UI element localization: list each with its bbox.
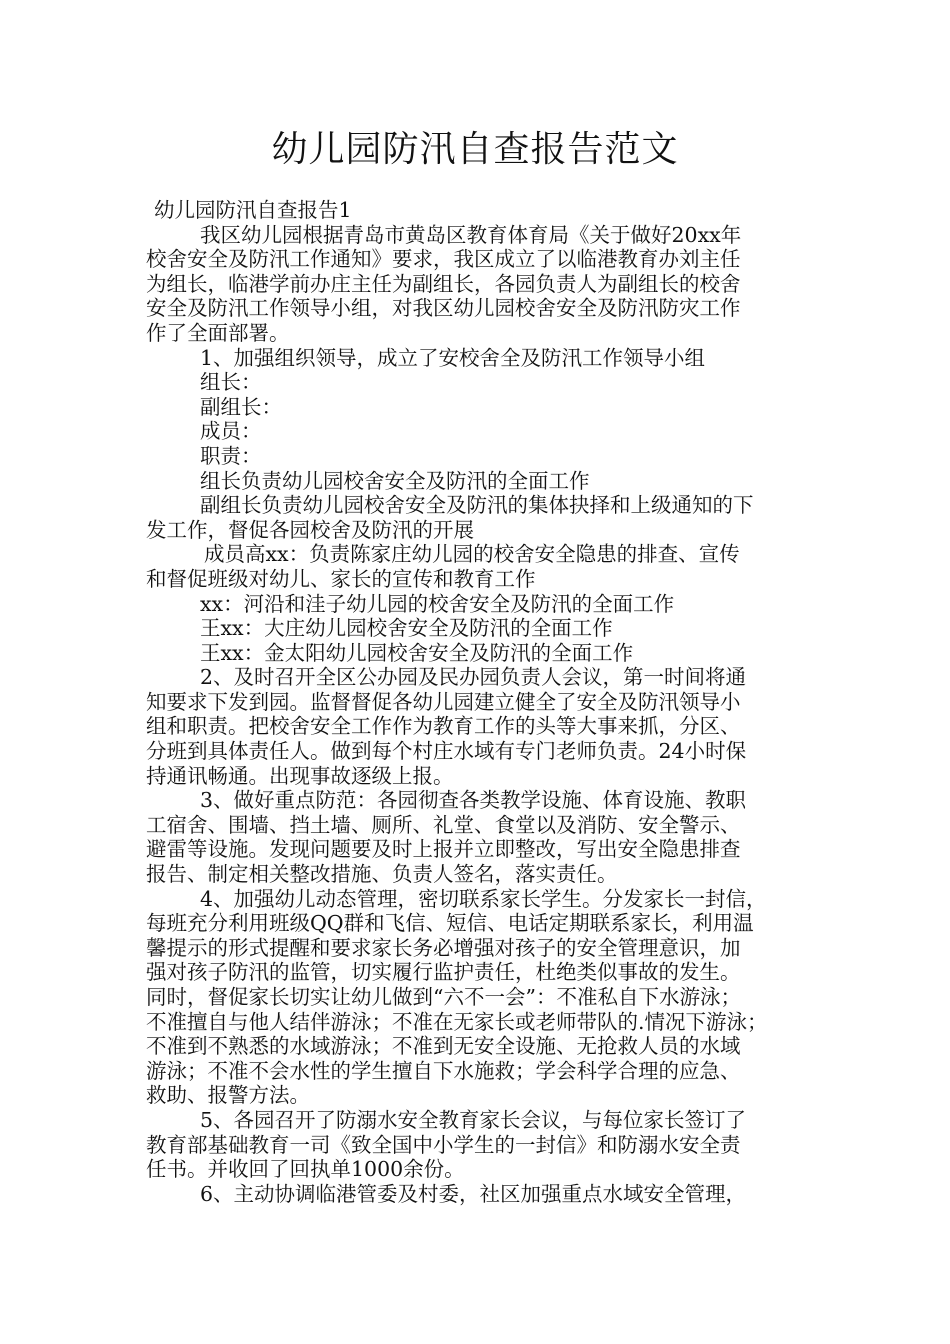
paragraph-line: 3、做好重点防范：各园彻查各类教学设施、体育设施、教职 bbox=[200, 788, 747, 813]
paragraph-line: 教育部基础教育一司《致全国中小学生的一封信》和防溺水安全责 bbox=[146, 1132, 741, 1157]
paragraph-line: 同时，督促家长切实让幼儿做到“六不一会”：不准私自下水游泳； bbox=[146, 985, 741, 1009]
paragraph-line: 校舍安全及防汛工作通知》要求，我区成立了以临港教育办刘主任 bbox=[146, 247, 741, 272]
paragraph-line: 工宿舍、围墙、挡土墙、厕所、礼堂、食堂以及消防、安全警示、 bbox=[146, 812, 741, 837]
paragraph-line: 持通讯畅通。出现事故逐级上报。 bbox=[146, 763, 454, 788]
paragraph-line: 避雷等设施。发现问题要及时上报并立即整改，写出安全隐患排查 bbox=[146, 837, 741, 862]
paragraph-line: 4、加强幼儿动态管理，密切联系家长学生。分发家长一封信， bbox=[200, 886, 767, 911]
list-item: 职责： bbox=[200, 443, 262, 468]
list-item: 组长负责幼儿园校舍安全及防汛的全面工作 bbox=[200, 468, 590, 493]
paragraph-line: 为组长，临港学前办庄主任为副组长，各园负责人为副组长的校舍 bbox=[146, 271, 741, 296]
list-item: 成员： bbox=[200, 419, 262, 444]
paragraph-line: 我区幼儿园根据青岛市黄岛区教育体育局《关于做好20xx年 bbox=[200, 222, 742, 247]
document-title: 幼儿园防汛自查报告范文 bbox=[271, 129, 679, 170]
paragraph-line: 不准擅自与他人结伴游泳；不准在无家长或老师带队的.情况下游泳； bbox=[146, 1009, 768, 1034]
paragraph-line: 5、各园召开了防溺水安全教育家长会议，与每位家长签订了 bbox=[200, 1107, 747, 1132]
paragraph-line: 馨提示的形式提醒和要求家长务必增强对孩子的安全管理意识，加 bbox=[146, 935, 741, 960]
paragraph-line: 不准到不熟悉的水域游泳；不准到无安全设施、无抢救人员的水域 bbox=[146, 1034, 741, 1059]
paragraph-line: 组和职责。把校舍安全工作作为教育工作的头等大事来抓，分区、 bbox=[146, 714, 741, 739]
paragraph-line: 分班到具体责任人。做到每个村庄水域有专门老师负责。24小时保 bbox=[146, 739, 747, 764]
paragraph-line: 副组长负责幼儿园校舍安全及防汛的集体抉择和上级通知的下 bbox=[200, 493, 754, 518]
list-item: 1、加强组织领导，成立了安校舍全及防汛工作领导小组 bbox=[200, 345, 706, 370]
paragraph-line: 6、主动协调临港管委及村委，社区加强重点水域安全管理， bbox=[200, 1181, 747, 1206]
paragraph-line: 成员高xx：负责陈家庄幼儿园的校舍安全隐患的排查、宣传 bbox=[204, 542, 740, 567]
paragraph-line: 2、及时召开全区公办园及民办园负责人会议，第一时间将通 bbox=[200, 665, 747, 690]
list-item: 王xx：金太阳幼儿园校舍安全及防汛的全面工作 bbox=[200, 640, 634, 665]
paragraph-line: 作了全面部署。 bbox=[146, 320, 290, 345]
section-heading: 幼儿园防汛自查报告1 bbox=[154, 198, 352, 222]
paragraph-line: 任书。并收回了回执单1000余份。 bbox=[146, 1157, 465, 1182]
paragraph-line: 救助、报警方法。 bbox=[146, 1083, 310, 1108]
list-item: 王xx：大庄幼儿园校舍安全及防汛的全面工作 bbox=[200, 616, 613, 641]
document-body bbox=[146, 198, 806, 1206]
list-item: 副组长： bbox=[200, 394, 282, 419]
list-item: xx：河沿和洼子幼儿园的校舍安全及防汛的全面工作 bbox=[200, 591, 675, 616]
paragraph-line: 知要求下发到园。监督督促各幼儿园建立健全了安全及防汛领导小 bbox=[146, 689, 741, 714]
paragraph-line: 强对孩子防汛的监管，切实履行监护责任，杜绝类似事故的发生。 bbox=[146, 960, 741, 985]
paragraph-line: 报告、制定相关整改措施、负责人签名，落实责任。 bbox=[146, 862, 618, 887]
paragraph-line: 和督促班级对幼儿、家长的宣传和教育工作 bbox=[146, 566, 536, 591]
paragraph-line: 游泳；不准不会水性的学生擅自下水施救；学会科学合理的应急、 bbox=[146, 1058, 741, 1083]
paragraph-line: 发工作，督促各园校舍及防汛的开展 bbox=[146, 517, 474, 542]
list-item: 组长： bbox=[200, 370, 262, 395]
paragraph-line: 每班充分利用班级QQ群和飞信、短信、电话定期联系家长，利用温 bbox=[146, 911, 754, 936]
paragraph-line: 安全及防汛工作领导小组，对我区幼儿园校舍安全及防汛防灾工作 bbox=[146, 296, 741, 321]
